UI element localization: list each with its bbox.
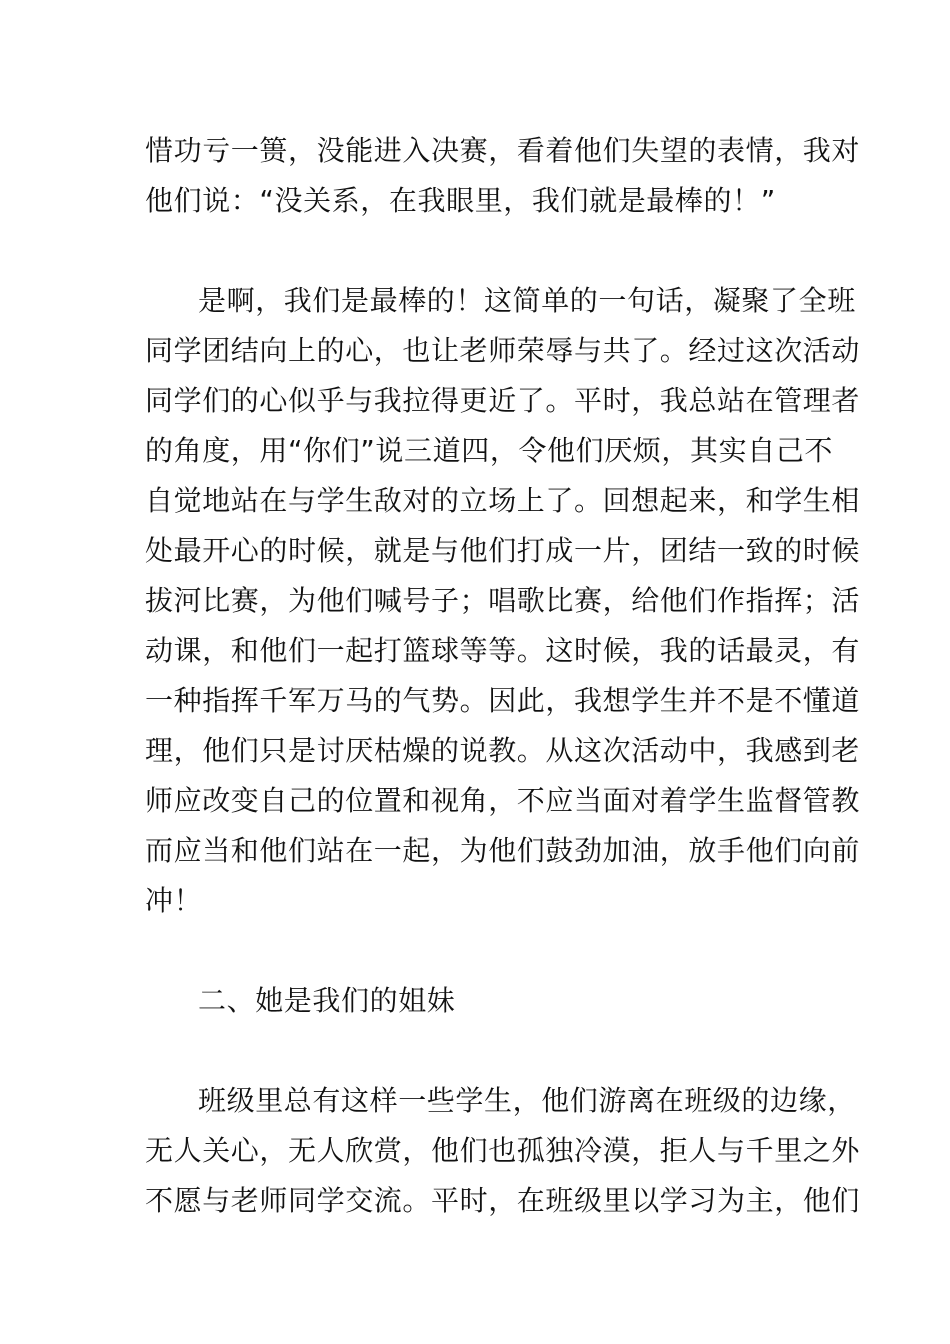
text-line: 同学团结向上的心，也让老师荣辱与共了。经过这次活动 — [145, 334, 861, 367]
text-line: 的角度，用“你们”说三道四，令他们厌烦，其实自己不 — [145, 434, 834, 467]
text-line: 理，他们只是讨厌枯燥的说教。从这次活动中，我感到老 — [145, 734, 861, 767]
paragraph-first-line: 班级里总有这样一些学生，他们游离在班级的边缘， — [198, 1084, 856, 1117]
text-line: 师应改变自己的位置和视角，不应当面对着学生监督管教 — [145, 784, 861, 817]
section-heading: 二、她是我们的姐妹 — [198, 984, 456, 1017]
text-line: 无人关心，无人欣赏，他们也孤独冷漠，拒人与千里之外 — [145, 1134, 861, 1167]
text-line: 而应当和他们站在一起，为他们鼓劲加油，放手他们向前 — [145, 834, 861, 867]
text-line: 不愿与老师同学交流。平时，在班级里以学习为主，他们 — [145, 1184, 861, 1217]
text-line: 自觉地站在与学生敌对的立场上了。回想起来，和学生相 — [145, 484, 861, 517]
text-line: 一种指挥千军万马的气势。因此，我想学生并不是不懂道 — [145, 684, 861, 717]
paragraph-first-line: 是啊，我们是最棒的！这简单的一句话，凝聚了全班 — [198, 284, 856, 317]
text-line: 惜功亏一篑，没能进入决赛，看着他们失望的表情，我对 — [145, 134, 861, 167]
text-line: 冲！ — [145, 884, 203, 917]
text-line: 动课，和他们一起打篮球等等。这时候，我的话最灵，有 — [145, 634, 861, 667]
text-line: 处最开心的时候，就是与他们打成一片，团结一致的时候 — [145, 534, 861, 567]
text-line: 他们说：“没关系，在我眼里，我们就是最棒的！” — [145, 184, 776, 217]
text-line: 拔河比赛，为他们喊号子；唱歌比赛，给他们作指挥；活 — [145, 584, 861, 617]
text-line: 同学们的心似乎与我拉得更近了。平时，我总站在管理者 — [145, 384, 861, 417]
